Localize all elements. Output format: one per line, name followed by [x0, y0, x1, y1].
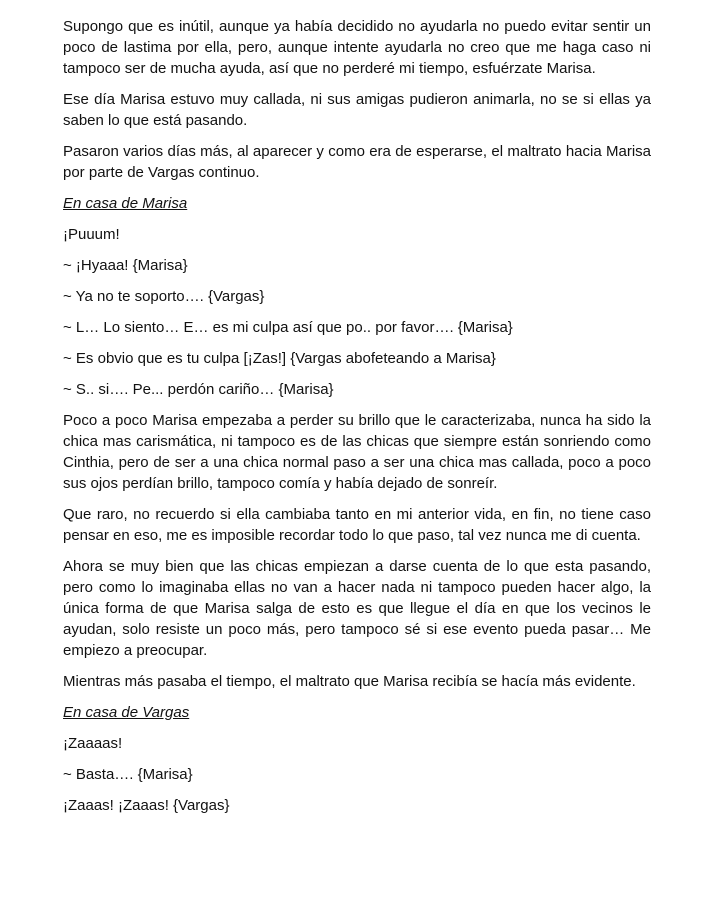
- scene-heading: En casa de Vargas: [63, 704, 190, 721]
- paragraph: Poco a poco Marisa empezaba a perder su brillo que le caracterizaba, nunca ha sido la chica mas carismática, ni tampoco es de las chicas que siempre están sonriendo como Cinthia, pero de ser a una chica normal paso a ser una chica mas callada, poco a poco sus ojos perdían brillo, tampoco comía y había dejado de sonreír.: [63, 412, 651, 492]
- dialogue-line: ¡Puuum!: [63, 226, 120, 243]
- dialogue-line: ¡Zaaaas!: [63, 735, 123, 752]
- dialogue-line: ~ Basta…. {Marisa}: [63, 766, 193, 783]
- paragraph: Mientras más pasaba el tiempo, el maltrato que Marisa recibía se hacía más evidente.: [63, 673, 636, 690]
- dialogue-line: ~ ¡Hyaaa! {Marisa}: [63, 257, 188, 274]
- paragraph: Ahora se muy bien que las chicas empiezan a darse cuenta de lo que esta pasando, pero como lo imaginaba ellas no van a hacer nada ni tampoco pueden hacer algo, la única forma de que Marisa salga de esto es que llegue el día en que los vecinos le ayudan, solo resiste un poco más, pero tampoco sé si ese evento pueda pasar… Me empiezo a preocupar.: [63, 558, 651, 659]
- document-page: [63, 16, 651, 826]
- dialogue-line: ~ S.. si…. Pe... perdón cariño… {Marisa}: [63, 381, 334, 398]
- paragraph: Supongo que es inútil, aunque ya había decidido no ayudarla no puedo evitar sentir un poco de lastima por ella, pero, aunque intente ayudarla no creo que me haga caso ni tampoco ser de mucha ayuda, así que no perderé mi tiempo, esfuérzate Marisa.: [63, 18, 651, 77]
- paragraph: Que raro, no recuerdo si ella cambiaba tanto en mi anterior vida, en fin, no tiene caso pensar en eso, me es imposible recordar todo lo que paso, tal vez nunca me di cuenta.: [63, 506, 651, 544]
- dialogue-line: ¡Zaaas! ¡Zaaas! {Vargas}: [63, 797, 230, 814]
- scene-heading: En casa de Marisa: [63, 195, 188, 212]
- dialogue-line: ~ Es obvio que es tu culpa [¡Zas!] {Vargas abofeteando a Marisa}: [63, 350, 496, 367]
- paragraph: Ese día Marisa estuvo muy callada, ni sus amigas pudieron animarla, no se si ellas ya saben lo que está pasando.: [63, 91, 651, 129]
- dialogue-line: ~ L… Lo siento… E… es mi culpa así que po.. por favor…. {Marisa}: [63, 319, 513, 336]
- dialogue-line: ~ Ya no te soporto…. {Vargas}: [63, 288, 265, 305]
- paragraph: Pasaron varios días más, al aparecer y como era de esperarse, el maltrato hacia Marisa por parte de Vargas continuo.: [63, 143, 651, 181]
